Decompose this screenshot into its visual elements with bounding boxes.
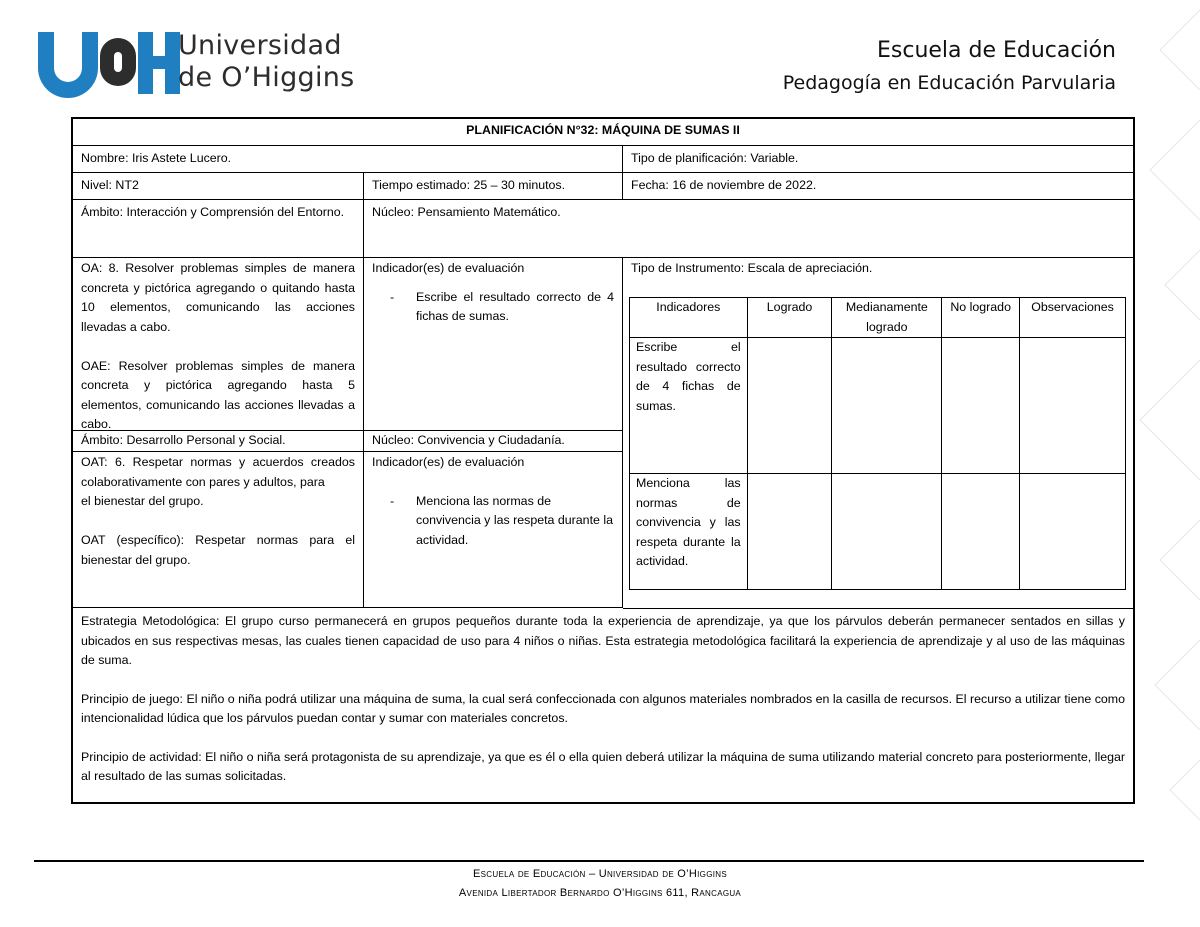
rubric-indicador-cell: Menciona las normas de convivencia y las respeta durante la actividad. xyxy=(630,474,748,590)
estrategia-metodologica: Estrategia Metodológica: El grupo curso permanecerá en grupos pequeños durante toda la experiencia de aprendizaje, ya que los párvulos deberán permanecer sentados en sillas y ubicados en sus respectivas mesas, las cuales tienen capacidad de uso para 4 niños o niñas. Esta estrategia metodológica facilitará la experiencia de aprendizaje y al uso de las máquinas de suma. xyxy=(81,614,1125,667)
school-name: Escuela de Educación xyxy=(876,38,1116,63)
nucleo2-cell: Núcleo: Convivencia y Ciudadanía. xyxy=(364,431,623,452)
fecha-cell: Fecha: 16 de noviembre de 2022. xyxy=(623,173,1133,200)
indicador1-label: Indicador(es) de evaluación xyxy=(372,261,525,275)
indicador2-label: Indicador(es) de evaluación xyxy=(372,455,525,469)
observaciones-cell[interactable] xyxy=(1020,338,1126,474)
medianamente-logrado-cell[interactable] xyxy=(832,474,942,590)
ambito2-cell: Ámbito: Desarrollo Personal y Social. xyxy=(73,431,364,452)
bullet-dash: - xyxy=(390,493,395,508)
university-name-line2: de O’Higgins xyxy=(178,62,355,93)
oat-text-1: OAT: 6. Respetar normas y acuerdos creados colaborativamente con pares y adultos, para xyxy=(81,455,355,489)
indicador1-text: Escribe el resultado correcto de 4 fichas de sumas. xyxy=(416,289,614,323)
oat-cell xyxy=(73,452,364,608)
rubric-header: Observaciones xyxy=(1020,298,1126,338)
program-name: Pedagogía en Educación Parvularia xyxy=(782,72,1116,94)
planning-table xyxy=(71,117,1135,804)
plan-title: PLANIFICACIÓN N°32: MÁQUINA DE SUMAS II xyxy=(73,119,1133,146)
oat-text-2: el bienestar del grupo. xyxy=(81,494,204,508)
rubric-row xyxy=(630,338,1126,474)
bullet-dash: - xyxy=(390,289,395,304)
nucleo1-cell: Núcleo: Pensamiento Matemático. xyxy=(364,200,1133,258)
indicador2-cell xyxy=(364,452,623,608)
university-name-line1: Universidad xyxy=(178,30,342,61)
tiempo-cell: Tiempo estimado: 25 – 30 minutos. xyxy=(364,173,623,200)
no-logrado-cell[interactable] xyxy=(942,338,1020,474)
nivel-cell: Nivel: NT2 xyxy=(73,173,364,200)
rubric-table xyxy=(629,297,1126,590)
rubric-indicador-cell: Escribe el resultado correcto de 4 fichas de sumas. xyxy=(630,338,748,474)
logrado-cell[interactable] xyxy=(747,338,832,474)
rubric-row xyxy=(630,474,1126,590)
indicador1-item xyxy=(372,288,614,327)
nombre-cell: Nombre: Iris Astete Lucero. xyxy=(73,146,623,173)
rubric-header-row xyxy=(630,298,1126,338)
rubric-header: Logrado xyxy=(747,298,832,338)
indicador2-text: Menciona las normas de convivencia y las respeta durante la actividad. xyxy=(416,493,613,547)
footer-line1: Escuela de Educación – Universidad de O’Higgins xyxy=(473,868,727,880)
principio-actividad: Principio de actividad: El niño o niña será protagonista de su aprendizaje, ya que es él o ella quien deberá utilizar la máquina de suma utilizando material concreto para posteriormente, llegar al resultado de las sumas solicitadas. xyxy=(81,749,1125,783)
oa-cell xyxy=(73,258,364,431)
strategy-section xyxy=(73,608,1133,810)
rubric-header: Indicadores xyxy=(630,298,748,338)
medianamente-logrado-cell[interactable] xyxy=(832,338,942,474)
footer-line2: Avenida Libertador Bernardo O’Higgins 611, Rancagua xyxy=(458,887,742,899)
principio-juego: Principio de juego: El niño o niña podrá utilizar una máquina de suma, la cual será confeccionada con algunos materiales nombrados en la casilla de recursos. El recurso a utilizar tiene como intencionalidad lúdica que los párvulos puedan contar y sumar con materiales concretos. xyxy=(81,691,1125,725)
oae-text: OAE: Resolver problemas simples de manera concreta y pictórica agregando hasta 5 elementos, comunicando las acciones llevadas a cabo. xyxy=(81,358,355,431)
ambito1-cell: Ámbito: Interacción y Comprensión del Entorno. xyxy=(73,200,364,258)
observaciones-cell[interactable] xyxy=(1020,474,1126,590)
tipo-instrumento-text: Tipo de Instrumento: Escala de apreciación. xyxy=(631,261,873,275)
logrado-cell[interactable] xyxy=(747,474,832,590)
tipo-planificacion-cell: Tipo de planificación: Variable. xyxy=(623,146,1133,173)
indicador1-cell xyxy=(364,258,623,431)
indicador2-item xyxy=(372,492,614,551)
rubric-header: Medianamente logrado xyxy=(832,298,942,338)
footer-divider xyxy=(34,860,1144,862)
oat-especifico-text: OAT (específico): Respetar normas para el bienestar del grupo. xyxy=(81,533,355,567)
rubric-header: No logrado xyxy=(942,298,1020,338)
oa-text: OA: 8. Resolver problemas simples de manera concreta y pictórica agregando o quitando hasta 10 elementos, comunicando las acciones llevadas a cabo. xyxy=(81,261,355,334)
no-logrado-cell[interactable] xyxy=(942,474,1020,590)
